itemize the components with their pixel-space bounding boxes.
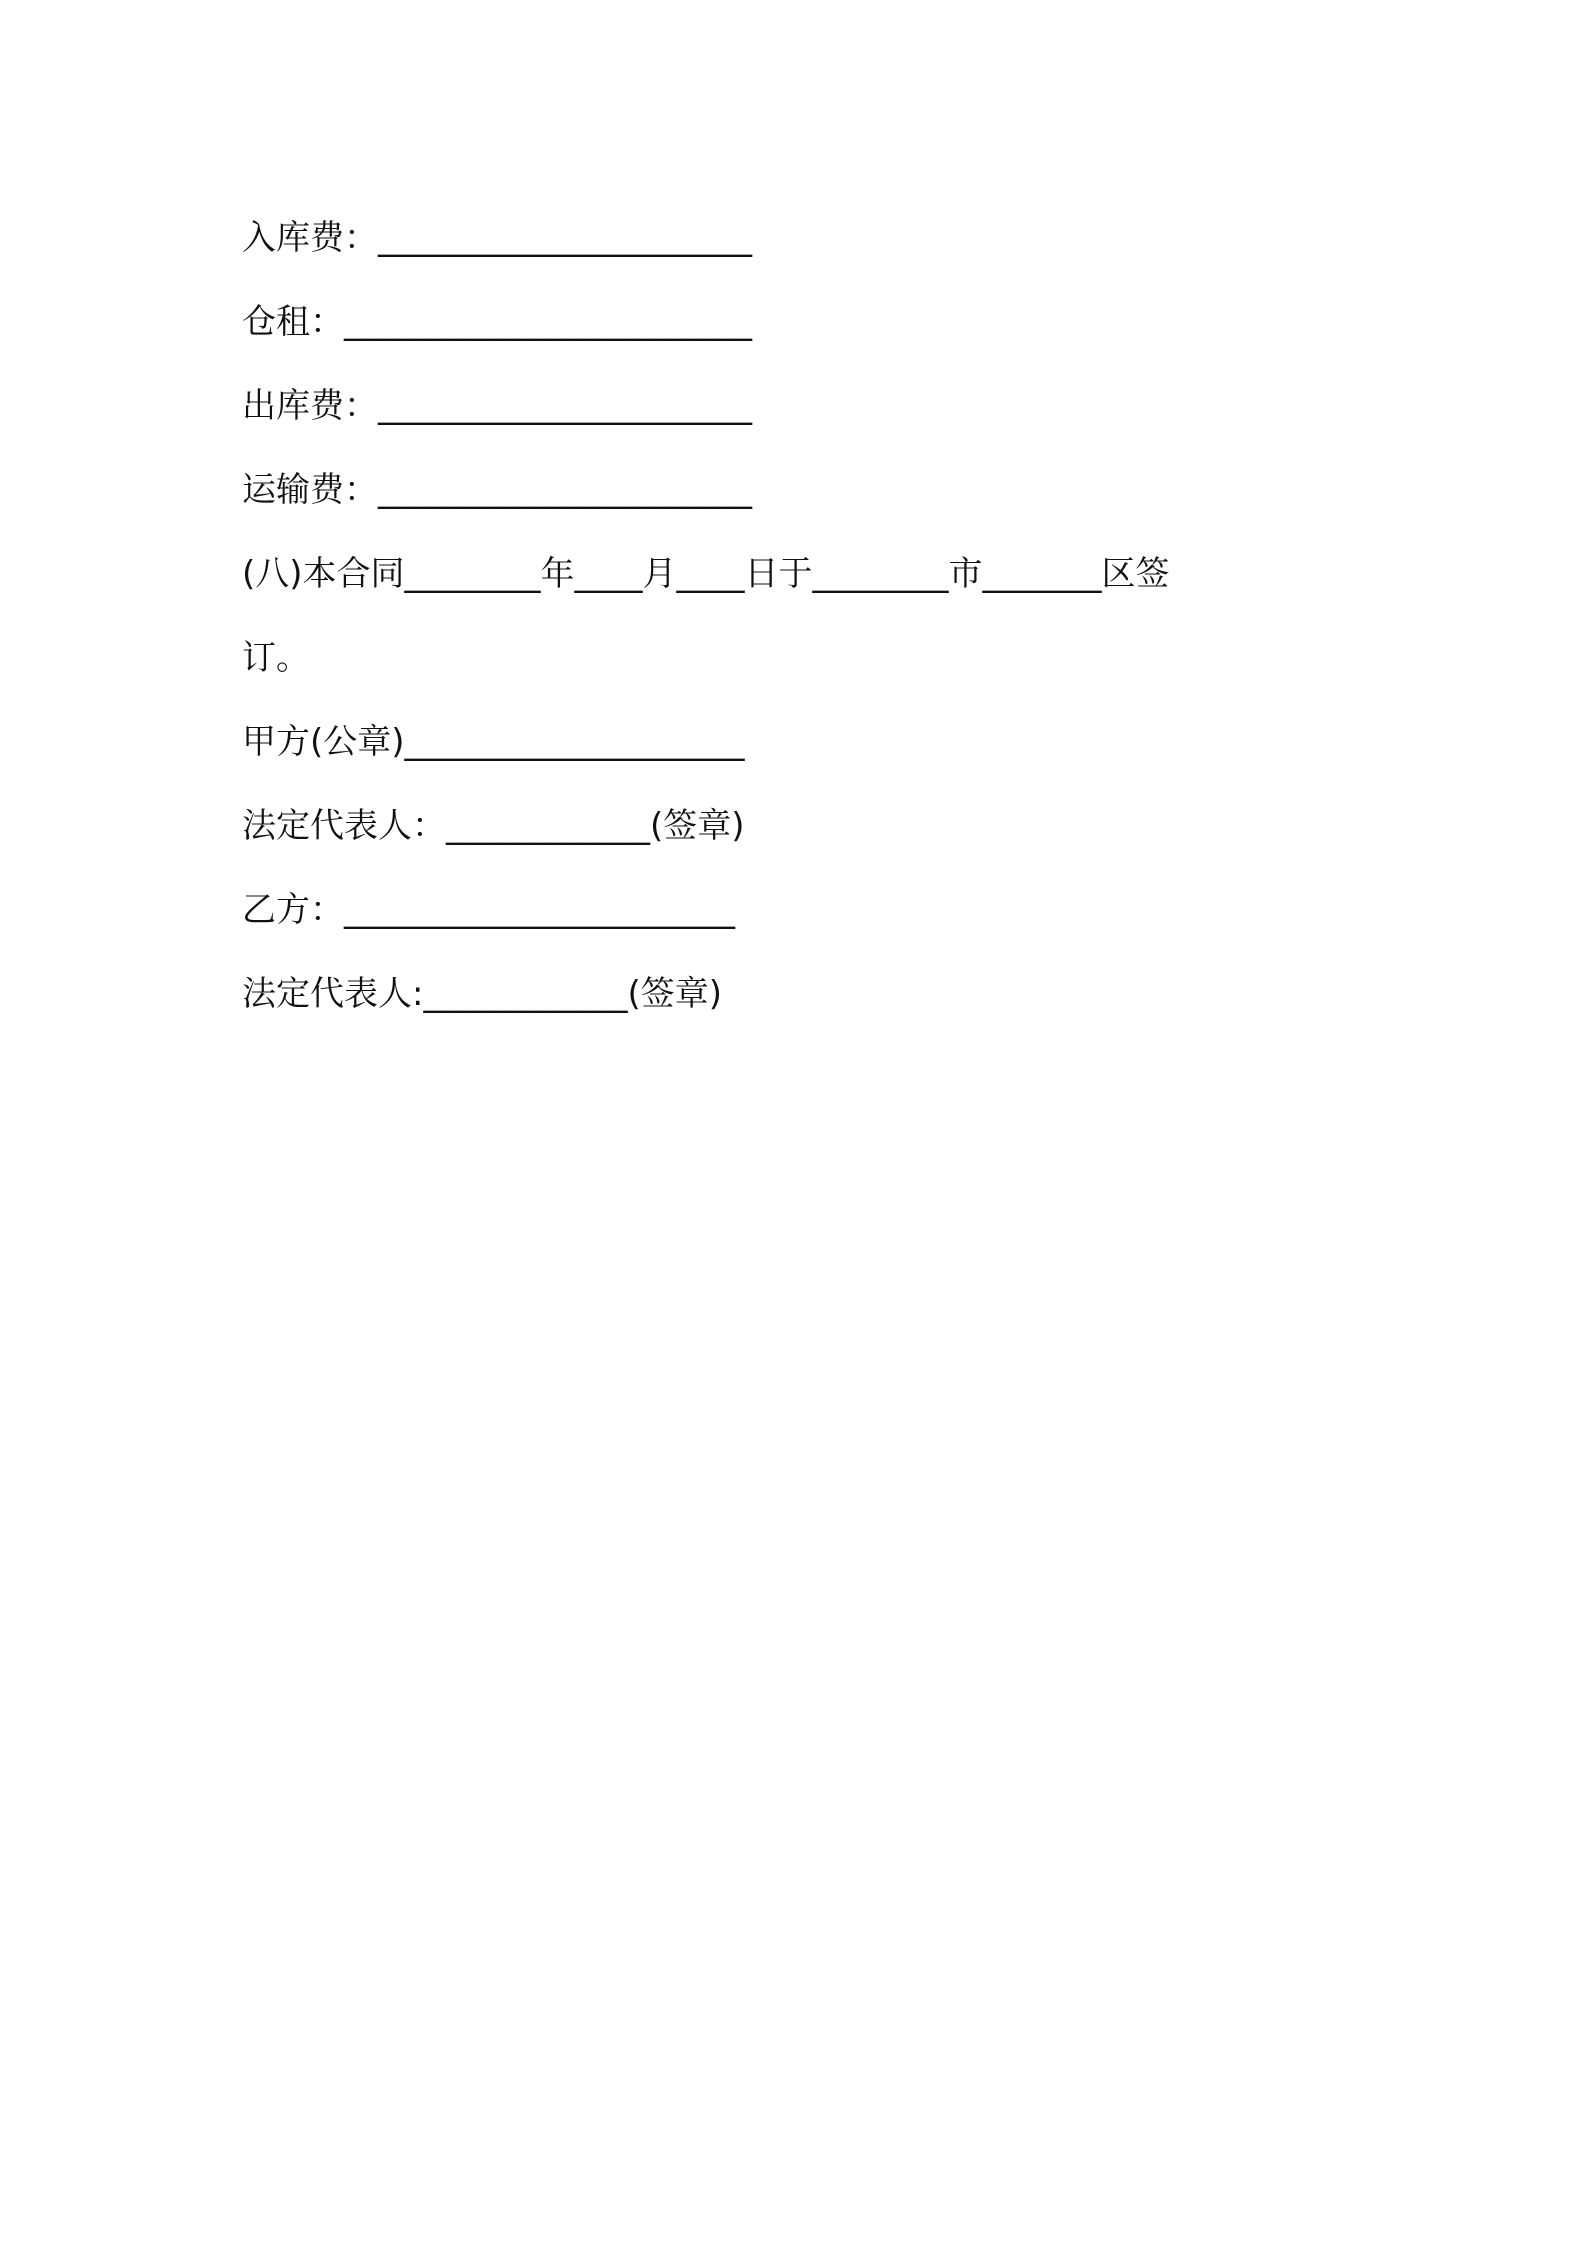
party-a-legal-representative-line: 法定代表人：____________(签章) xyxy=(242,806,745,846)
party-a-seal-line: 甲方(公章)____________________ xyxy=(242,722,745,762)
party-b-legal-representative-line: 法定代表人:____________(签章) xyxy=(242,974,722,1014)
storage-rent-line: 仓租：________________________ xyxy=(242,302,752,342)
party-b-line: 乙方：_______________________ xyxy=(242,890,735,930)
warehousing-fee-line: 入库费：______________________ xyxy=(242,218,752,258)
outbound-fee-line: 出库费：______________________ xyxy=(242,386,752,426)
transport-fee-line: 运输费：______________________ xyxy=(242,470,752,510)
document-body xyxy=(242,196,1362,1036)
signing-date-place-line-continued: 订。 xyxy=(242,638,310,678)
signing-date-place-line: (八)本合同________年____月____日于________市_______区签 xyxy=(242,554,1170,594)
